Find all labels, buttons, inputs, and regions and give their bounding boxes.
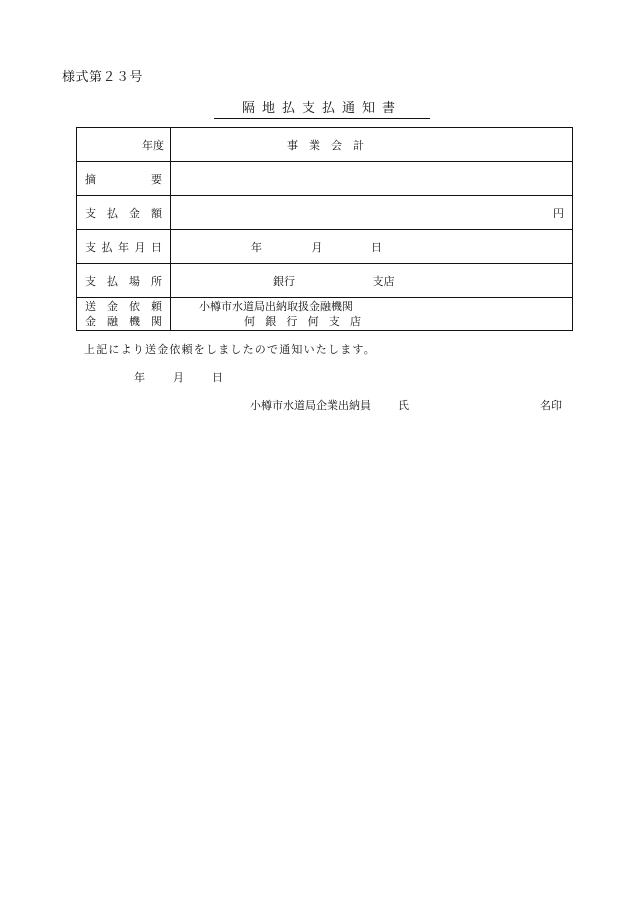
payment-date-label-char: 年 [118, 240, 129, 254]
financial-institution-label-char: 融 [107, 315, 118, 328]
fiscal-year-value: 事 業 会 計 [287, 138, 364, 152]
bank-branch-char: 行 [286, 315, 298, 328]
table-row-payment-place [77, 264, 573, 298]
payment-place-label-char: 場 [129, 274, 140, 288]
financial-institution-label-char: 金 [85, 315, 96, 328]
bank-unit: 銀行 [273, 274, 295, 288]
table-row-payment-date [77, 230, 573, 264]
signature-honorific: 氏 [398, 399, 409, 412]
month-unit: 月 [311, 240, 323, 254]
payment-date-value-cell[interactable] [171, 230, 573, 264]
amount-value-cell[interactable] [171, 196, 573, 230]
remittance-label-char: 金 [107, 300, 118, 313]
amount-label-char: 額 [151, 206, 162, 220]
summary-label-char: 要 [151, 172, 162, 186]
bank-branch-char: 店 [349, 315, 361, 328]
table-row-summary [77, 162, 573, 196]
remittance-label-char: 依 [129, 300, 140, 313]
notice-text: 上記により送金依頼をしましたので通知いたします。 [84, 343, 376, 356]
signature-office: 小樽市水道局企業出納員 [250, 399, 371, 412]
document-title: 隔地払支払通知書 [214, 101, 430, 119]
payment-place-label-char: 払 [107, 274, 118, 288]
payment-date-label-char: 支 [85, 240, 96, 254]
table-row-amount [77, 196, 573, 230]
notice-form-table [76, 127, 573, 331]
payment-place-label-char: 支 [85, 274, 96, 288]
table-row-fiscal-year [77, 128, 573, 162]
summary-label [85, 171, 162, 187]
summary-label-cell [77, 162, 171, 196]
notice-date-year: 年 [134, 371, 145, 384]
fiscal-year-value-cell [171, 128, 573, 162]
remittance-value-cell [171, 298, 573, 331]
amount-label-char: 支 [85, 206, 96, 220]
remittance-label-char: 送 [85, 300, 96, 313]
payment-date-label-char: 月 [134, 240, 146, 254]
amount-label-cell [77, 196, 171, 230]
payment-place-value-cell[interactable] [171, 264, 573, 298]
payment-date-label-cell [77, 230, 171, 264]
notice-date-month: 月 [173, 371, 184, 384]
payment-place-label [85, 273, 162, 289]
amount-label [85, 205, 162, 221]
branch-unit: 支店 [372, 274, 395, 288]
remittance-label-char: 頼 [151, 300, 162, 313]
summary-value-cell[interactable] [171, 162, 573, 196]
remittance-label-line2 [85, 314, 162, 329]
financial-institution-label-char: 関 [151, 315, 162, 328]
fiscal-year-label: 年度 [77, 128, 171, 162]
bank-branch-char: 何 [307, 315, 319, 328]
notice-date-day: 日 [212, 371, 223, 384]
bank-branch-placeholder [179, 314, 361, 329]
bank-branch-char: 何 [244, 315, 255, 328]
remittance-bank-name: 小樽市水道局出納取扱金融機関 [199, 300, 353, 313]
year-unit: 年 [251, 240, 262, 254]
form-number: 様式第２３号 [62, 70, 144, 85]
payment-place-label-char: 所 [151, 274, 162, 288]
payment-date-label [85, 239, 162, 255]
yen-unit: 円 [553, 206, 564, 220]
bank-branch-char: 支 [328, 315, 340, 328]
amount-label-char: 払 [107, 206, 118, 220]
bank-branch-char: 銀 [265, 315, 277, 328]
payment-place-label-cell [77, 264, 171, 298]
remittance-label-line1 [85, 299, 162, 314]
payment-date-label-char: 日 [151, 240, 162, 254]
remittance-label-cell [77, 298, 171, 331]
day-unit: 日 [371, 240, 382, 254]
table-row-remittance-bank [77, 298, 573, 331]
payment-date-label-char: 払 [101, 240, 113, 254]
amount-label-char: 金 [129, 206, 140, 220]
signature-seal: 名印 [540, 399, 562, 412]
financial-institution-label-char: 機 [129, 315, 140, 328]
summary-label-char: 摘 [85, 172, 96, 186]
